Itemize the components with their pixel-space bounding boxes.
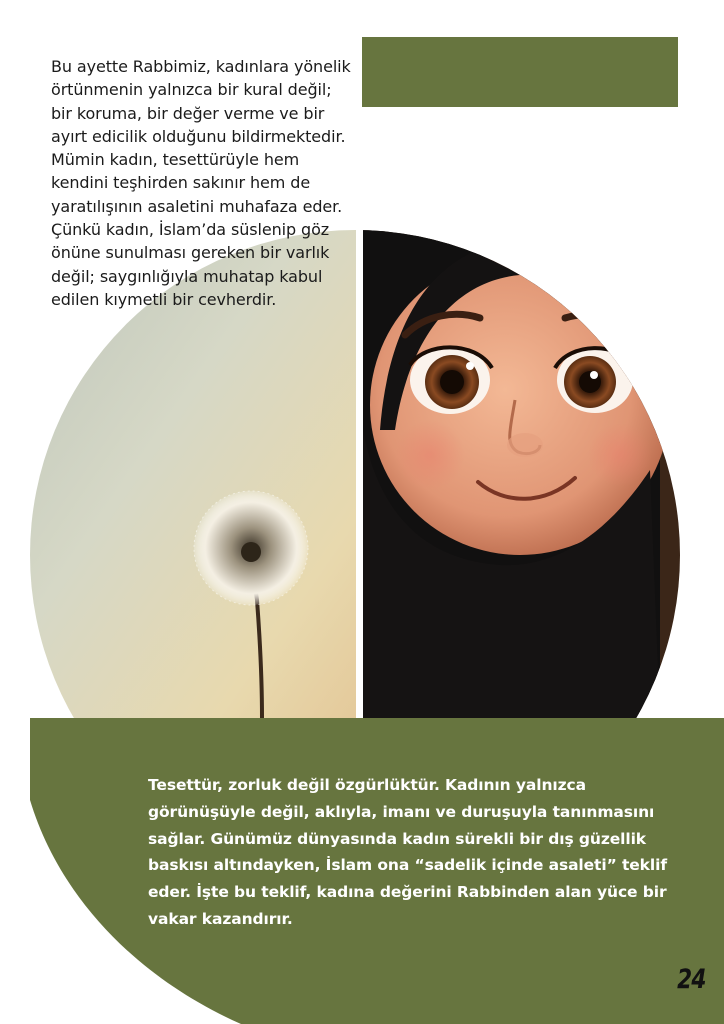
top-paragraph: Bu ayette Rabbimiz, kadınlara yönelik örtünmenin yalnızca bir kural değil; bir koruma, bir değer verme ve bir ayırt edicilik olduğunu bildirmektedir. Mümin kadın, tesettürüyle hem kendini teşhirden sakınır hem de yaratılışının asaletini muhafaza eder. Çünkü kadın, İslam’da süslenip göz önüne sunulması gereken bir varlık değil; saygınlığıyla muhatap kabul edilen kıymetli bir cevherdir. xyxy=(51,57,351,309)
bottom-paragraph: Tesettür, zorluk değil özgürlüktür. Kadının yalnızca görünüşüyle değil, aklıyla, imanı ve duruşuyla tanınmasını sağlar. Günümüz dünyasında kadın sürekli bir dış güzellik baskısı altındayken, İslam ona “sadelik içinde asaleti” teklif eder. İşte bu teklif, kadına değerini Rabbinden alan yüce bir vakar kazandırır. xyxy=(148,776,667,928)
page-number: 24 xyxy=(677,964,706,995)
hijab-girl-illustration xyxy=(360,160,700,720)
